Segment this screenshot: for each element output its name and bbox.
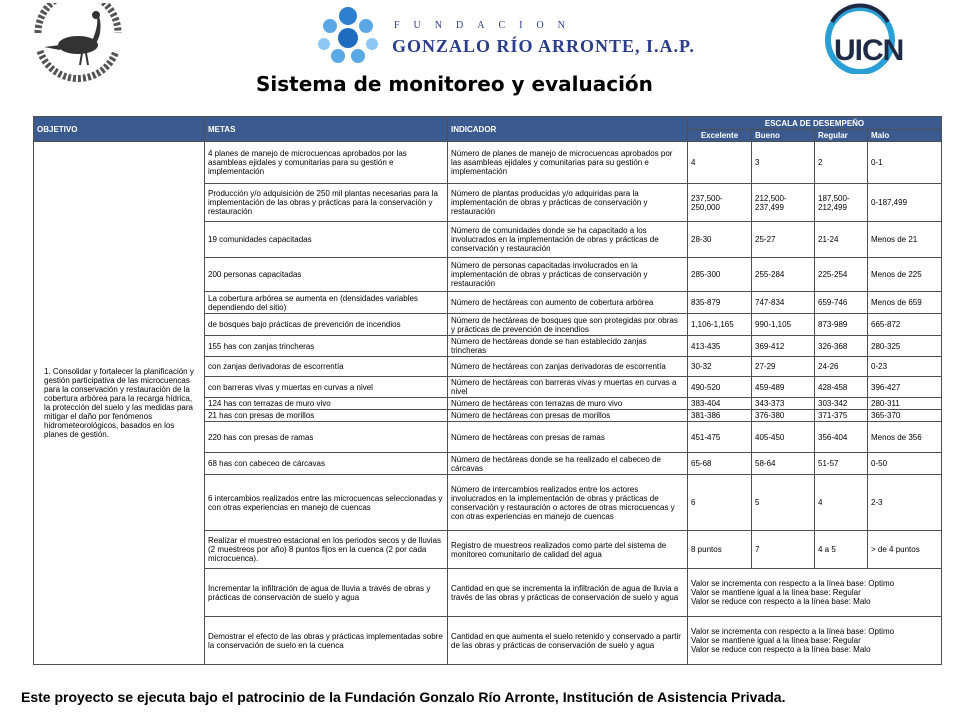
indicador-cell: Cantidad en que se incrementa la infiltración de agua de lluvia a través de las obras y prácticas de conservación de suelo y agua (448, 569, 688, 617)
meta-cell: 19 comunidades capacitadas (205, 222, 448, 258)
header-malo: Malo (868, 130, 942, 142)
indicador-cell: Número de hectáreas de bosques que son protegidas por obras y prácticas de prevención de incendios (448, 314, 688, 336)
meta-cell: Incrementar la infiltración de agua de lluvia a través de obras y prácticas de conservación de suelo y agua (205, 569, 448, 617)
indicador-cell: Número de hectáreas donde se ha realizado el cabeceo de cárcavas (448, 453, 688, 475)
bueno-cell: 990-1,105 (752, 314, 815, 336)
escala-line: Valor se mantiene igual a la línea base: Regular (691, 588, 861, 597)
malo-cell: > de 4 puntos (868, 531, 942, 569)
malo-cell: 2-3 (868, 475, 942, 531)
indicador-cell: Número de comunidades donde se ha capacitado a los involucrados en la implementación de obras y prácticas de conservación y restauración (448, 222, 688, 258)
excelente-cell: 6 (688, 475, 752, 531)
excelente-cell: 451-475 (688, 422, 752, 453)
monitoring-table-container (33, 116, 941, 665)
regular-cell: 326-368 (815, 336, 868, 357)
logo-center-line1: FUNDACION (394, 20, 579, 31)
regular-cell: 428-458 (815, 377, 868, 398)
meta-cell: La cobertura arbórea se aumenta en (densidades variables dependiendo del sitio) (205, 292, 448, 314)
regular-cell: 187,500-212,499 (815, 184, 868, 222)
malo-cell: 396-427 (868, 377, 942, 398)
bueno-cell: 27-29 (752, 357, 815, 377)
page-title: Sistema de monitoreo y evaluación (256, 72, 653, 96)
regular-cell: 4 a 5 (815, 531, 868, 569)
regular-cell: 51-57 (815, 453, 868, 475)
indicador-cell: Número de plantas producidas y/o adquiridas para la implementación de obras y prácticas de conservación y restauración (448, 184, 688, 222)
monitoring-table (33, 116, 942, 665)
fundacion-logo (310, 2, 695, 70)
escala-line: Valor se incrementa con respecto a la línea base: Optimo (691, 627, 895, 636)
indicador-cell: Número de hectáreas con presas de morillos (448, 410, 688, 422)
malo-cell: 0-1 (868, 142, 942, 184)
bueno-cell: 7 (752, 531, 815, 569)
meta-cell: de bosques bajo prácticas de prevención de incendios (205, 314, 448, 336)
indicador-cell: Registro de muestreos realizados como parte del sistema de monitoreo comunitario de calidad del agua (448, 531, 688, 569)
regular-cell: 24-26 (815, 357, 868, 377)
excelente-cell: 8 puntos (688, 531, 752, 569)
meta-cell: 155 has con zanjas trincheras (205, 336, 448, 357)
header-regular: Regular (815, 130, 868, 142)
meta-cell: 200 personas capacitadas (205, 258, 448, 292)
indicador-cell: Cantidad en que aumenta el suelo retenido y conservado a partir de las obras y prácticas de conservación de suelo y agua (448, 617, 688, 665)
excelente-cell: 381-386 (688, 410, 752, 422)
malo-cell: 0-50 (868, 453, 942, 475)
meta-cell: 220 has con presas de ramas (205, 422, 448, 453)
bueno-cell: 376-380 (752, 410, 815, 422)
excelente-cell: 65-68 (688, 453, 752, 475)
table-row (34, 142, 942, 184)
malo-cell: Menos de 225 (868, 258, 942, 292)
logo-right-text: UICN (834, 34, 904, 67)
regular-cell: 659-746 (815, 292, 868, 314)
excelente-cell: 30-32 (688, 357, 752, 377)
meta-cell: 124 has con terrazas de muro vivo (205, 398, 448, 410)
regular-cell: 21-24 (815, 222, 868, 258)
header-indicador: INDICADOR (448, 117, 688, 142)
bueno-cell: 5 (752, 475, 815, 531)
objetivo-cell: 1. Consolidar y fortalecer la planificación y gestión participativa de las microcuencas para la conservación y restauración de la cobertura arbórea para la recarga hídrica, la protección del suelo y las medidas para mitigar el daño por fenómenos hidrometeorológicos, basados en los planes de gestión. (34, 142, 205, 665)
excelente-cell: 285-300 (688, 258, 752, 292)
footer-note: Este proyecto se ejecuta bajo el patrocinio de la Fundación Gonzalo Río Arronte, Institución de Asistencia Privada. (21, 689, 786, 705)
regular-cell: 873-989 (815, 314, 868, 336)
indicador-cell: Número de planes de manejo de microcuencas aprobados por las asambleas ejidales y comunitarias para su gestión e implementación (448, 142, 688, 184)
indicador-cell: Número de hectáreas con zanjas derivadoras de escorrentía (448, 357, 688, 377)
malo-cell: 280-311 (868, 398, 942, 410)
malo-cell: Menos de 21 (868, 222, 942, 258)
indicador-cell: Número de hectáreas con presas de ramas (448, 422, 688, 453)
indicador-cell: Número de hectáreas con barreras vivas y muertas en curvas a nivel (448, 377, 688, 398)
regular-cell: 2 (815, 142, 868, 184)
excelente-cell: 4 (688, 142, 752, 184)
regular-cell: 303-342 (815, 398, 868, 410)
meta-cell: 6 intercambios realizados entre las microcuencas seleccionadas y con otras experiencias en manejo de cuencas (205, 475, 448, 531)
header-metas: METAS (205, 117, 448, 142)
meta-cell: Realizar el muestreo estacional en los periodos secos y de lluvias (2 muestreos por año) 8 puntos fijos en la cuenca (2 por cada microcuenca). (205, 531, 448, 569)
meta-cell: Demostrar el efecto de las obras y prácticas implementadas sobre la conservación de suelo en la cuenca (205, 617, 448, 665)
regular-cell: 356-404 (815, 422, 868, 453)
bueno-cell: 58-64 (752, 453, 815, 475)
indicador-cell: Número de hectáreas con terrazas de muro vivo (448, 398, 688, 410)
header-logos (0, 0, 960, 70)
bueno-cell: 212,500-237,499 (752, 184, 815, 222)
bueno-cell: 369-412 (752, 336, 815, 357)
regular-cell: 371-375 (815, 410, 868, 422)
header-excelente: Excelente (688, 130, 752, 142)
meta-cell: 4 planes de manejo de microcuencas aprobados por las asambleas ejidales y comunitarias para su gestión e implementación (205, 142, 448, 184)
excelente-cell: 1,106-1,165 (688, 314, 752, 336)
excelente-cell: 835-879 (688, 292, 752, 314)
logo-center-line2: GONZALO RÍO ARRONTE, I.A.P. (392, 36, 695, 56)
society-seal-logo (30, 3, 126, 83)
meta-cell: 68 has con cabeceo de cárcavas (205, 453, 448, 475)
excelente-cell: 28-30 (688, 222, 752, 258)
bueno-cell: 405-450 (752, 422, 815, 453)
indicador-cell: Número de hectáreas con aumento de cobertura arbórea (448, 292, 688, 314)
excelente-cell: 490-520 (688, 377, 752, 398)
bueno-cell: 255-284 (752, 258, 815, 292)
bueno-cell: 3 (752, 142, 815, 184)
bueno-cell: 459-489 (752, 377, 815, 398)
meta-cell: con zanjas derivadoras de escorrentía (205, 357, 448, 377)
meta-cell: con barreras vivas y muertas en curvas a nivel (205, 377, 448, 398)
escala-merged-cell (688, 617, 942, 665)
escala-line: Valor se reduce con respecto a la línea base: Malo (691, 645, 871, 654)
indicador-cell: Número de hectáreas donde se han establecido zanjas trincheras (448, 336, 688, 357)
bueno-cell: 747-834 (752, 292, 815, 314)
regular-cell: 4 (815, 475, 868, 531)
malo-cell: 665-872 (868, 314, 942, 336)
indicador-cell: Número de personas capacitadas involucrados en la implementación de obras y prácticas de conservación y restauración (448, 258, 688, 292)
excelente-cell: 383-404 (688, 398, 752, 410)
escala-line: Valor se mantiene igual a la línea base: Regular (691, 636, 861, 645)
excelente-cell: 237,500-250,000 (688, 184, 752, 222)
bueno-cell: 25-27 (752, 222, 815, 258)
malo-cell: 365-370 (868, 410, 942, 422)
meta-cell: Producción y/o adquisición de 250 mil plantas necesarias para la implementación de las obras y prácticas para la conservación y restauración (205, 184, 448, 222)
malo-cell: Menos de 659 (868, 292, 942, 314)
escala-line: Valor se reduce con respecto a la línea base: Malo (691, 597, 871, 606)
uicn-logo (812, 2, 908, 74)
escala-merged-cell (688, 569, 942, 617)
malo-cell: 280-325 (868, 336, 942, 357)
header-bueno: Bueno (752, 130, 815, 142)
excelente-cell: 413-435 (688, 336, 752, 357)
regular-cell: 225-254 (815, 258, 868, 292)
indicador-cell: Número de intercambios realizados entre los actores involucrados en la implementación de obras y prácticas de conservación y restauración o actores de otras microcuencas y con otras experiencias en manejo de cuencas (448, 475, 688, 531)
malo-cell: 0-187,499 (868, 184, 942, 222)
malo-cell: 0-23 (868, 357, 942, 377)
header-objetivo: OBJETIVO (34, 117, 205, 142)
escala-line: Valor se incrementa con respecto a la línea base: Optimo (691, 579, 895, 588)
meta-cell: 21 has con presas de morillos (205, 410, 448, 422)
bueno-cell: 343-373 (752, 398, 815, 410)
header-escala: ESCALA DE DESEMPEÑO (688, 117, 942, 130)
malo-cell: Menos de 356 (868, 422, 942, 453)
